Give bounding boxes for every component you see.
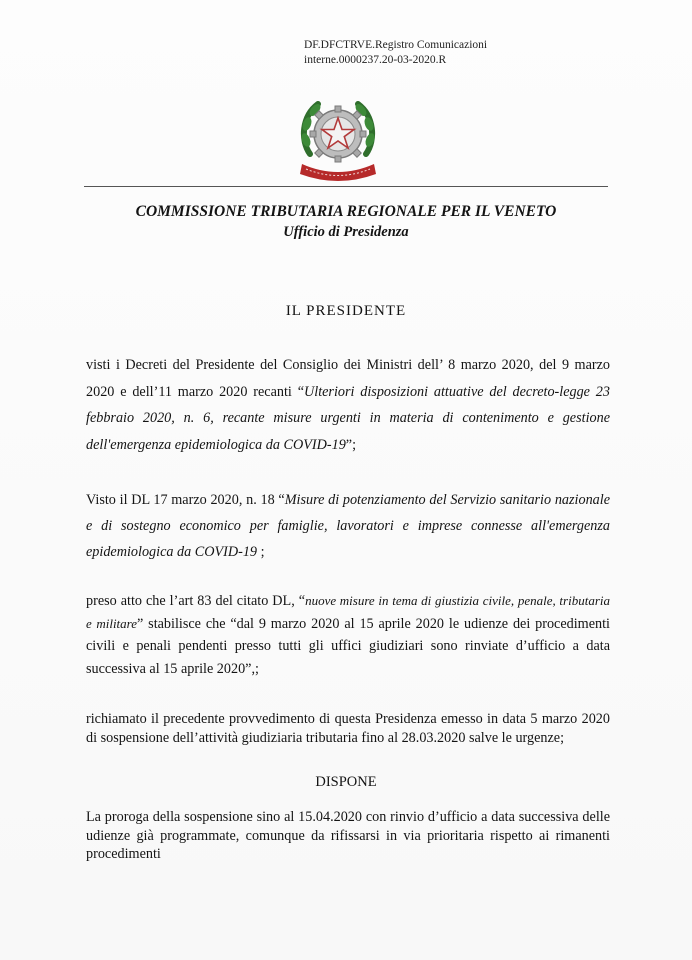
p1-text-c: ”;: [345, 436, 357, 453]
header-divider: [84, 186, 608, 187]
p3-quote: nuove misure in tema di giustizia civile, penale, tributaria e militare: [86, 593, 610, 631]
paragraph-proroga: La proroga della sospensione sino al 15.04.2020 con rinvio d’ufficio a data successiva delle udienze già programmate, comunque da rifissarsi in via prioritaria rispetto ai rimanenti procedimenti: [86, 809, 610, 862]
paragraph-preso-atto: [86, 590, 610, 680]
p2-quote: Misure di potenziamento del Servizio sanitario nazionale e di sostegno economico per famiglie, lavoratori e imprese connesse all'emergenza epidemiologica da COVID-19: [86, 492, 611, 560]
dispone-heading: DISPONE: [315, 774, 377, 790]
protocol-stamp: [304, 38, 487, 68]
p2-text-a: Visto il DL 17 marzo 2020, n. 18 “: [86, 492, 285, 508]
p2-text-c: ;: [257, 544, 265, 560]
paragraph-visti-decreti: [86, 352, 610, 458]
p1-text-a: visti i Decreti del Presidente del Consiglio dei Ministri dell’ 8 marzo 2020, del 9 marzo 2020 e dell’11 marzo 2020 recanti “: [86, 357, 610, 400]
commission-title: COMMISSIONE TRIBUTARIA REGIONALE PER IL VENETO: [135, 203, 557, 220]
p1-quote: Ulteriori disposizioni attuative del decreto-legge 23 febbraio 2020, n. 6, recante misure urgenti in materia di contenimento e gestione dell'emergenza epidemiologica da COVID-19: [86, 383, 610, 453]
p3-text-c: ” stabilisce che “dal 9 marzo 2020 al 15 aprile 2020 le udienze dei procedimenti civili e penali pendenti presso tutti gli uffici giudiziari sono rinviate d’ufficio a data successiva al 15 aprile 2020”,;: [86, 615, 610, 677]
paragraph-visto-dl: [86, 487, 610, 565]
president-heading: IL PRESIDENTE: [285, 303, 407, 319]
protocol-line-2: interne.0000237.20-03-2020.R: [304, 54, 447, 66]
p3-text-a: preso atto che l’art 83 del citato DL, “: [86, 593, 306, 609]
office-subtitle: Ufficio di Presidenza: [283, 224, 409, 240]
italian-republic-emblem-icon: [296, 92, 380, 182]
protocol-line-1: DF.DFCTRVE.Registro Comunicazioni: [304, 39, 488, 51]
paragraph-richiamato: richiamato il precedente provvedimento di questa Presidenza emesso in data 5 marzo 2020 di sospensione dell’attività giudiziaria tributaria fino al 28.03.2020 salve le urgenze;: [86, 711, 610, 746]
